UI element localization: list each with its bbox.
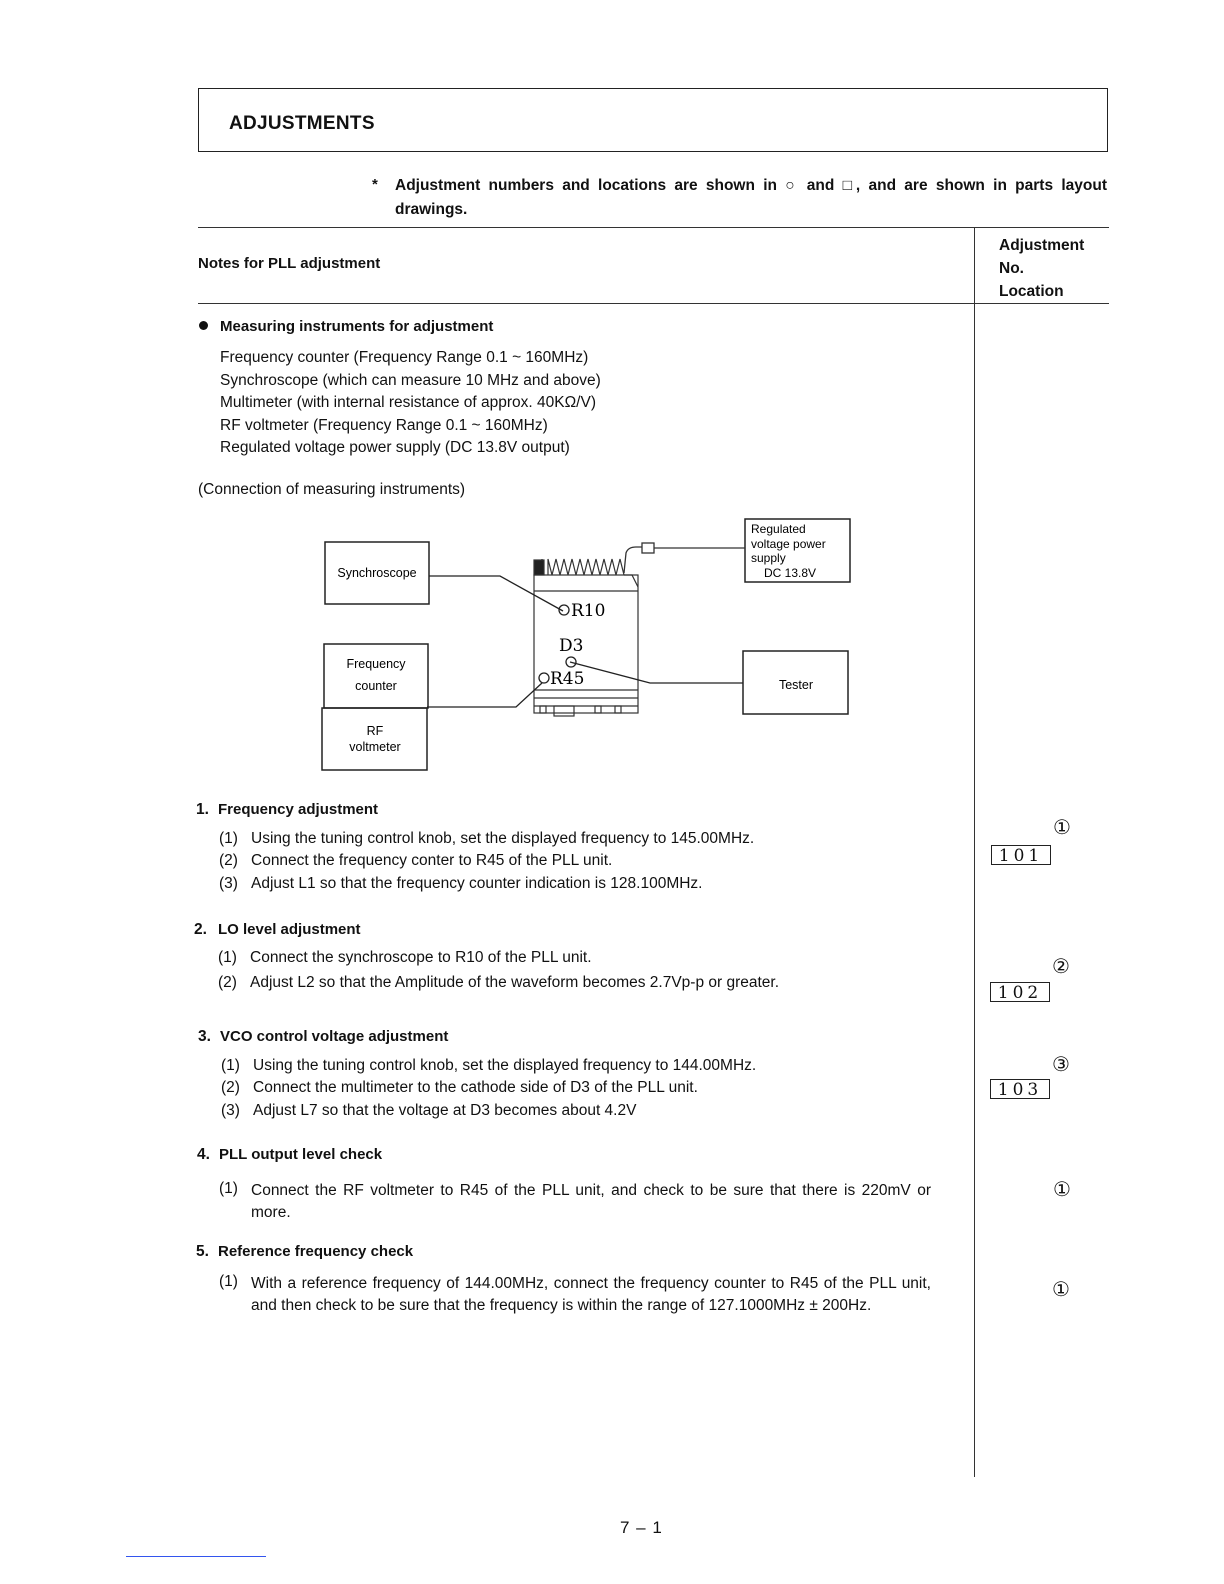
power-supply-label-1: Regulated [751,522,806,536]
connection-label: (Connection of measuring instruments) [198,481,466,498]
synchroscope-label: Synchroscope [337,566,417,580]
section-title: PLL output level check [219,1146,383,1163]
page-title: ADJUSTMENTS [229,113,375,134]
step-number: (1) [219,1273,238,1290]
instrument-item: RF voltmeter (Frequency Range 0.1 ~ 160MHz) [220,416,548,434]
instrument-item: Multimeter (with internal resistance of approx. 40KΩ/V) [220,394,596,411]
d3-label: D3 [559,636,584,656]
adjustment-number: ③ [1052,1052,1070,1076]
frequency-counter-label-2: counter [355,679,397,693]
note-marker: * [372,176,378,193]
power-cable [624,543,745,573]
heading-location: Location [999,283,1064,300]
page-number: 7 – 1 [620,1518,663,1537]
r45-marker [539,673,549,683]
step-text: Adjust L2 so that the Amplitude of the waveform becomes 2.7Vp-p or greater. [250,974,780,991]
step-text: Connect the RF voltmeter to R45 of the PLL unit, and check to be sure that there is 220mV or more. [251,1182,931,1221]
location-box: 102 [990,982,1050,1002]
section-number: 1. [196,801,209,818]
section-title: VCO control voltage adjustment [220,1028,449,1045]
instrument-item: Synchroscope (which can measure 10 MHz and above) [220,371,601,389]
step-number: (3) [219,875,238,892]
instruments-list [220,347,601,460]
adjustment-number: ① [1053,1177,1071,1201]
counter-to-r45-line [427,683,542,707]
step-number: (2) [219,852,238,869]
connection-diagram [320,515,860,775]
step-text: Using the tuning control knob, set the displayed frequency to 145.00MHz. [251,830,755,847]
instrument-item: Frequency counter (Frequency Range 0.1 ~ 160MHz) [220,349,589,366]
bullet-icon [199,321,208,330]
section-number: 3. [198,1028,211,1045]
step-number: (2) [218,974,237,991]
title-box [198,88,1108,152]
adjustment-number: ② [1052,954,1070,978]
step-text: Using the tuning control knob, set the displayed frequency to 144.00MHz. [253,1057,757,1074]
step-number: (1) [219,1180,238,1197]
adjustment-number: ① [1052,1277,1070,1301]
power-supply-label-4: DC 13.8V [764,566,817,580]
location-box: 103 [990,1079,1050,1099]
r10-label: R10 [571,601,606,621]
step-text: Connect the synchroscope to R10 of the PLL unit. [250,949,592,966]
section-number: 5. [196,1243,209,1260]
adjustment-number: ① [1053,815,1071,839]
section-number: 4. [197,1146,210,1163]
step-number: (1) [218,949,237,966]
instruments-title: Measuring instruments for adjustment [220,318,494,335]
section-title: Frequency adjustment [218,801,379,818]
heading-adjustment: Adjustment [999,237,1085,254]
synchroscope-to-r10-line [429,576,563,611]
section-number: 2. [194,921,207,938]
notes-heading: Notes for PLL adjustment [198,255,381,272]
pll-unit [534,559,638,716]
step-number: (2) [221,1079,240,1096]
header-top-rule [198,227,1109,228]
step-text: Adjust L1 so that the frequency counter indication is 128.100MHz. [251,875,703,892]
step-text: With a reference frequency of 144.00MHz, connect the frequency counter to R45 of the PLL unit, and then check to be sure that the frequency is within the range of 127.1000MHz ± 200Hz. [251,1275,931,1314]
column-divider [974,227,975,1477]
r45-label: R45 [550,669,585,689]
adjustment-note: Adjustment numbers and locations are shown in ○ and □, and are shown in parts layout drawings. [395,177,1107,218]
instrument-item: Regulated voltage power supply (DC 13.8V output) [220,439,570,456]
frequency-counter-box [324,644,428,708]
step-text: Connect the frequency conter to R45 of the PLL unit. [251,852,613,869]
adjustment-location-heading [999,234,1084,303]
section-title: Reference frequency check [218,1243,414,1260]
power-supply-label-2: voltage power [751,537,826,551]
heading-no: No. [999,260,1024,277]
step-number: (1) [219,830,238,847]
d3-to-tester-line [570,662,743,683]
rf-voltmeter-box [322,708,427,770]
header-bottom-rule [198,303,1109,304]
power-supply-label-3: supply [751,551,786,565]
footer-rule [126,1556,266,1557]
step-text: Connect the multimeter to the cathode side of D3 of the PLL unit. [253,1079,698,1096]
step-number: (1) [221,1057,240,1074]
rf-voltmeter-label-2: voltmeter [349,740,401,754]
frequency-counter-label-1: Frequency [346,657,406,671]
step-number: (3) [221,1102,240,1119]
location-box: 101 [991,845,1051,865]
tester-label: Tester [778,678,814,692]
section-title: LO level adjustment [218,921,361,938]
step-text: Adjust L7 so that the voltage at D3 becomes about 4.2V [253,1102,637,1119]
rf-voltmeter-label-1: RF [366,724,384,738]
